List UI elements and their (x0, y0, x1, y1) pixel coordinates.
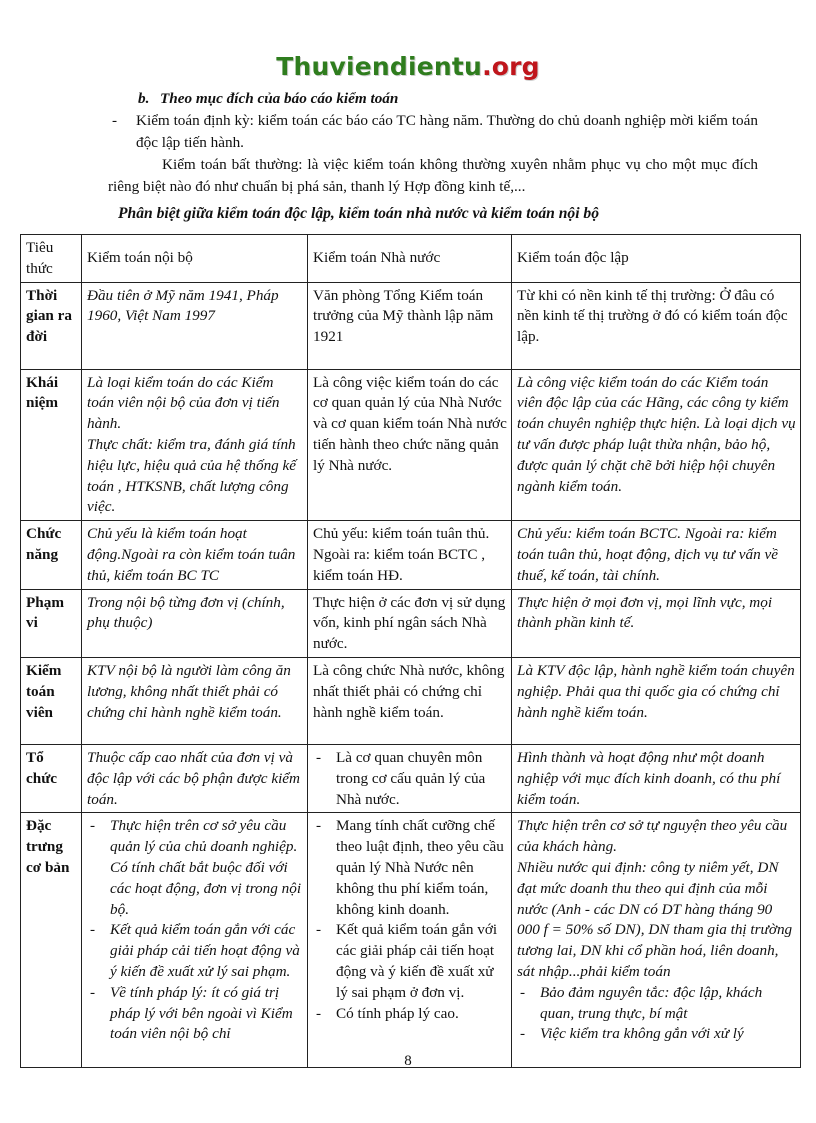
list-item: - Việc kiểm tra không gắn với xử lý (517, 1024, 796, 1045)
comparison-table (20, 234, 801, 1068)
header-state-audit: Kiểm toán Nhà nước (308, 235, 512, 283)
table-row (21, 369, 801, 521)
page-number: 8 (404, 1053, 412, 1069)
row-criterion: Phạm vi (21, 589, 82, 657)
header-criterion: Tiêu thức (21, 235, 82, 283)
cell-state: Chủ yếu: kiểm toán tuân thủ. Ngoài ra: kiểm toán BCTC , kiểm toán HĐ. (308, 521, 512, 589)
row-criterion: Khái niệm (21, 369, 82, 521)
cell-independent: Chủ yếu: kiểm toán BCTC. Ngoài ra: kiểm toán tuân thủ, hoạt động, dịch vụ tư vấn về thuế, kế toán, tài chính. (512, 521, 801, 589)
list-item: - Thực hiện trên cơ sở yêu cầu quản lý của chủ doanh nghiệp. Có tính chất bắt buộc đối với các hoạt động, đơn vị trong nội bộ. (87, 816, 303, 920)
table-row (21, 521, 801, 589)
cell-state (308, 744, 512, 812)
cell-internal (82, 369, 308, 521)
cell-independent-line-2: Nhiều nước qui định: công ty niêm yết, DN đạt mức doanh thu theo qui định của mỗi nước (Anh - các DN có DT hàng tháng 90 000 f = 50% số DN), DN tham gia thị trường tương lai, DN khi cổ phần hoá, liên doanh, sát nhập...phải kiểm toán (517, 858, 793, 980)
list-item: - Là cơ quan chuyên môn trong cơ cấu quản lý của Nhà nước. (313, 748, 507, 810)
header-independent-audit: Kiểm toán độc lập (512, 235, 801, 283)
header-internal-audit: Kiểm toán nội bộ (82, 235, 308, 283)
section-heading (108, 88, 758, 110)
cell-internal: Trong nội bộ từng đơn vị (chính, phụ thuộc) (82, 589, 308, 657)
row-criterion: Đặc trưng cơ bản (21, 813, 82, 1068)
bullet-periodic-audit (108, 110, 758, 154)
list-item: - Bảo đảm nguyên tắc: độc lập, khách quan, trung thực, bí mật (517, 983, 796, 1025)
cell-internal: Chủ yếu là kiểm toán hoạt động.Ngoài ra còn kiểm toán tuân thủ, kiểm toán BC TC (82, 521, 308, 589)
cell-internal-line-2: Thực chất: kiểm tra, đánh giá tính hiệu lực, hiệu quả của hệ thống kế toán , HTKSNB, chất lượng công việc. (87, 435, 297, 516)
bullet-text: Kiểm toán định kỳ: kiểm toán các báo cáo TC hàng năm. Thường do chủ doanh nghiệp mời kiểm toán độc lập tiến hành. (136, 112, 758, 151)
table-header-row (21, 235, 801, 283)
cell-state: Thực hiện ở các đơn vị sử dụng vốn, kinh phí ngân sách Nhà nước. (308, 589, 512, 657)
section-label: b. (138, 90, 150, 107)
cell-independent: Từ khi có nền kinh tế thị trường: Ở đâu có nền kinh tế thị trường ở đó có kiểm toán độc lập. (512, 282, 801, 369)
independent-list (517, 983, 796, 1045)
list-item: - Về tính pháp lý: ít có giá trị pháp lý với bên ngoài vì Kiểm toán viên nội bộ chỉ (87, 983, 303, 1045)
table-row (21, 589, 801, 657)
cell-internal (82, 813, 308, 1068)
state-list (313, 816, 507, 1024)
table-row (21, 744, 801, 812)
cell-internal-line-1: Là loại kiểm toán do các Kiểm toán viên nội bộ của đơn vị tiến hành. (87, 373, 280, 433)
cell-state: Văn phòng Tổng Kiểm toán trưởng của Mỹ thành lập năm 1921 (308, 282, 512, 369)
list-item: - Mang tính chất cưỡng chế theo luật định, theo yêu cầu quản lý Nhà Nước nên không thu phí kiểm toán, không kinh doanh. (313, 816, 507, 920)
cell-independent (512, 813, 801, 1068)
bullet-dash: - (112, 112, 118, 129)
row-criterion: Tổ chức (21, 744, 82, 812)
site-logo (0, 52, 816, 81)
cell-independent: Thực hiện ở mọi đơn vị, mọi lĩnh vực, mọi thành phần kinh tế. (512, 589, 801, 657)
intro-section (108, 88, 758, 198)
cell-state (308, 813, 512, 1068)
row-criterion: Thời gian ra đời (21, 282, 82, 369)
list-item: - Kết quả kiểm toán gắn với các giải pháp cải tiến hoạt động và ý kiến đề xuất xử lý sai phạm. (87, 920, 303, 982)
section-title: Theo mục đích của báo cáo kiểm toán (160, 90, 399, 107)
cell-independent: Hình thành và hoạt động như một doanh nghiệp với mục đích kinh doanh, có thu phí kiểm toán. (512, 744, 801, 812)
table-title: Phân biệt giữa kiểm toán độc lập, kiểm toán nhà nước và kiểm toán nội bộ (118, 205, 600, 222)
logo-text-domain: .org (482, 52, 540, 81)
logo-text-main: Thuvien (276, 52, 390, 81)
list-item: - Có tính pháp lý cao. (313, 1004, 507, 1025)
cell-state: Là công việc kiểm toán do các cơ quan quản lý của Nhà Nước và cơ quan kiểm toán Nhà nước tiến hành theo chức năng quản lý Nhà nước. (308, 369, 512, 521)
logo-text-middle: dientu (389, 52, 483, 81)
row-criterion: Chức năng (21, 521, 82, 589)
cell-independent: Là công việc kiểm toán do các Kiểm toán viên độc lập của các Hãng, các công ty kiểm toán chuyên nghiệp thực hiện. Là loại dịch vụ tư vấn được pháp luật thừa nhận, bảo hộ, được quản lý chặt chẽ bởi hiệp hội chuyên ngành kiểm toán. (512, 369, 801, 521)
cell-independent: Là KTV độc lập, hành nghề kiểm toán chuyên nghiệp. Phải qua thi quốc gia có chứng chỉ hành nghề kiểm toán. (512, 657, 801, 744)
paragraph-irregular-audit: Kiểm toán bất thường: là việc kiểm toán không thường xuyên nhằm phục vụ cho một mục đích riêng biệt nào đó như chuẩn bị phá sản, thanh lý Hợp đồng kinh tế,... (108, 156, 758, 195)
cell-internal: Đầu tiên ở Mỹ năm 1941, Pháp 1960, Việt Nam 1997 (82, 282, 308, 369)
table-row (21, 282, 801, 369)
cell-independent-line-1: Thực hiện trên cơ sở tự nguyện theo yêu cầu của khách hàng. (517, 817, 788, 856)
cell-state: Là công chức Nhà nước, không nhất thiết phải có chứng chỉ hành nghề kiểm toán. (308, 657, 512, 744)
cell-internal: KTV nội bộ là người làm công ăn lương, không nhất thiết phải có chứng chỉ hành nghề kiểm toán. (82, 657, 308, 744)
list-item: - Kết quả kiểm toán gắn với các giải pháp cải tiến hoạt động và ý kiến đề xuất xử lý sai phạm ở đơn vị. (313, 920, 507, 1003)
internal-list (87, 816, 303, 1045)
state-list (313, 748, 507, 810)
cell-internal: Thuộc cấp cao nhất của đơn vị và độc lập với các bộ phận được kiểm toán. (82, 744, 308, 812)
table-row (21, 657, 801, 744)
table-row (21, 813, 801, 1068)
row-criterion: Kiểm toán viên (21, 657, 82, 744)
